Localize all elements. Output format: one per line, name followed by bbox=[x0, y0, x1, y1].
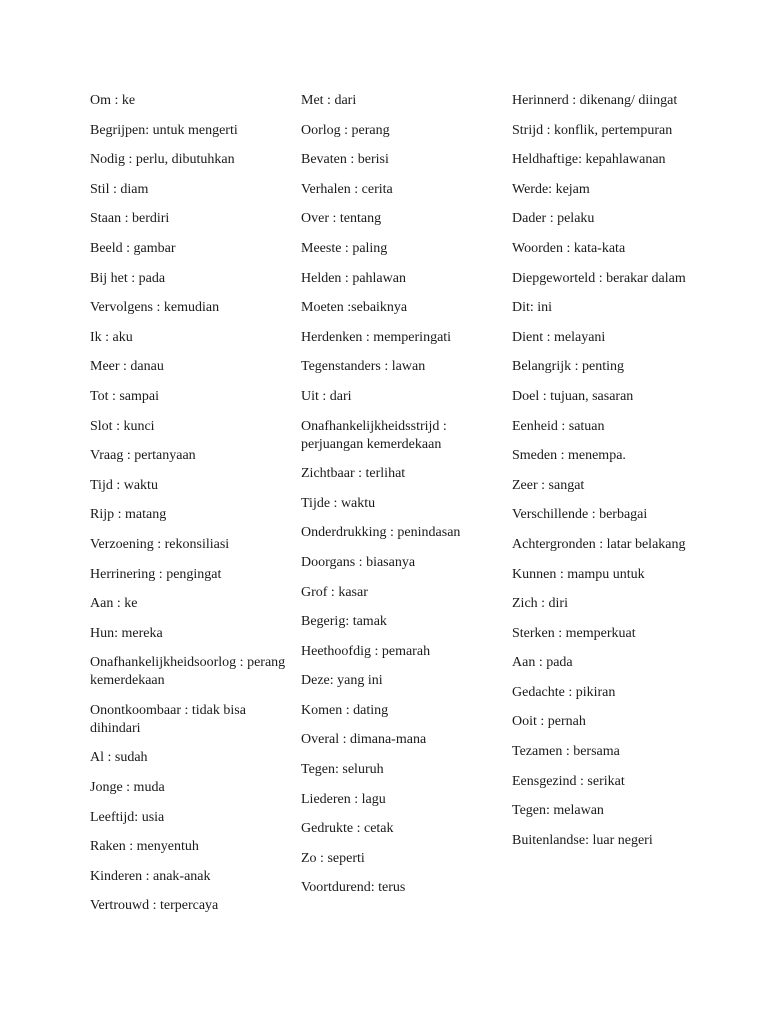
vocabulary-entry: Vervolgens : kemudian bbox=[90, 300, 220, 316]
vocabulary-entry: Verschillende : berbagai bbox=[512, 507, 648, 523]
vocabulary-entry: Achtergronden : latar belakang bbox=[512, 536, 686, 552]
vocabulary-entry: Beeld : gambar bbox=[90, 240, 176, 256]
vocabulary-entry: Gedrukte : cetak bbox=[301, 821, 394, 837]
vocabulary-entry: Deze: yang ini bbox=[301, 673, 383, 689]
vocabulary-entry: Buitenlandse: luar negeri bbox=[512, 832, 653, 848]
vocabulary-entry: Smeden : menempa. bbox=[512, 448, 626, 464]
vocabulary-entry: Kunnen : mampu untuk bbox=[512, 566, 645, 582]
vocabulary-entry: Zo : seperti bbox=[301, 850, 365, 866]
vocabulary-entry: Doel : tujuan, sasaran bbox=[512, 388, 634, 404]
vocabulary-column-3 bbox=[512, 92, 712, 861]
vocabulary-entry: Diepgeworteld : berakar dalam bbox=[512, 270, 686, 286]
vocabulary-entry: Meeste : paling bbox=[301, 240, 388, 256]
vocabulary-entry: Tegenstanders : lawan bbox=[301, 359, 426, 375]
vocabulary-entry: Raken : menyentuh bbox=[90, 839, 199, 855]
vocabulary-entry: Kinderen : anak-anak bbox=[90, 868, 211, 884]
vocabulary-entry: Zich : diri bbox=[512, 596, 568, 612]
vocabulary-entry: Herinnerd : dikenang/ diingat bbox=[512, 93, 678, 108]
vocabulary-column-1 bbox=[90, 92, 290, 927]
vocabulary-entry: Eensgezind : serikat bbox=[512, 773, 625, 789]
vocabulary-entry: Ik : aku bbox=[90, 329, 133, 345]
vocabulary-entry: Verhalen : cerita bbox=[301, 181, 393, 197]
vocabulary-entry: Tot : sampai bbox=[90, 388, 160, 404]
vocabulary-entry: Herrinering : pengingat bbox=[90, 566, 222, 582]
vocabulary-entry: Stil : diam bbox=[90, 181, 149, 197]
vocabulary-entry: Dit: ini bbox=[512, 300, 553, 316]
vocabulary-entry: Rijp : matang bbox=[90, 507, 167, 523]
vocabulary-entry: Leeftijd: usia bbox=[90, 809, 165, 825]
vocabulary-entry: Onafhankelijkheidsoorlog : perang kemerdekaan bbox=[90, 655, 286, 689]
vocabulary-entry: Begerig: tamak bbox=[301, 614, 387, 630]
vocabulary-entry: Woorden : kata-kata bbox=[512, 240, 626, 256]
vocabulary-entry: Uit : dari bbox=[301, 388, 352, 404]
vocabulary-entry: Gedachte : pikiran bbox=[512, 684, 616, 700]
vocabulary-entry: Jonge : muda bbox=[90, 780, 165, 796]
vocabulary-entry: Vertrouwd : terpercaya bbox=[90, 898, 219, 914]
vocabulary-entry: Zichtbaar : terlihat bbox=[301, 466, 406, 482]
vocabulary-entry: Hun: mereka bbox=[90, 625, 163, 641]
vocabulary-entry: Moeten :sebaiknya bbox=[301, 300, 408, 316]
vocabulary-entry: Sterken : memperkuat bbox=[512, 625, 636, 641]
vocabulary-entry: Overal : dimana-mana bbox=[301, 732, 427, 748]
vocabulary-entry: Zeer : sangat bbox=[512, 477, 585, 493]
vocabulary-entry: Liederen : lagu bbox=[301, 791, 386, 807]
vocabulary-entry: Onontkoombaar : tidak bisa dihindari bbox=[90, 702, 246, 736]
vocabulary-column-2 bbox=[301, 92, 501, 909]
vocabulary-entry: Tegen: seluruh bbox=[301, 762, 384, 778]
vocabulary-entry: Belangrijk : penting bbox=[512, 359, 624, 375]
vocabulary-entry: Herdenken : memperingati bbox=[301, 329, 452, 345]
vocabulary-entry: Slot : kunci bbox=[90, 418, 155, 434]
vocabulary-entry: Strijd : konflik, pertempuran bbox=[512, 122, 673, 138]
vocabulary-entry: Al : sudah bbox=[90, 750, 148, 766]
vocabulary-entry: Over : tentang bbox=[301, 211, 382, 227]
vocabulary-entry: Verzoening : rekonsiliasi bbox=[90, 536, 230, 552]
vocabulary-entry: Werde: kejam bbox=[512, 181, 590, 197]
vocabulary-entry: Komen : dating bbox=[301, 702, 389, 718]
vocabulary-entry: Met : dari bbox=[301, 93, 357, 108]
vocabulary-entry: Begrijpen: untuk mengerti bbox=[90, 122, 238, 138]
vocabulary-entry: Helden : pahlawan bbox=[301, 270, 406, 286]
vocabulary-entry: Heethoofdig : pemarah bbox=[301, 643, 431, 659]
vocabulary-entry: Staan : berdiri bbox=[90, 211, 170, 227]
vocabulary-entry: Eenheid : satuan bbox=[512, 418, 605, 434]
vocabulary-entry: Tezamen : bersama bbox=[512, 744, 620, 760]
vocabulary-entry: Heldhaftige: kepahlawanan bbox=[512, 152, 666, 168]
vocabulary-entry: Bij het : pada bbox=[90, 270, 166, 286]
vocabulary-entry: Aan : pada bbox=[512, 655, 573, 671]
vocabulary-entry: Ooit : pernah bbox=[512, 714, 586, 730]
vocabulary-entry: Onderdrukking : penindasan bbox=[301, 525, 461, 541]
vocabulary-entry: Tijd : waktu bbox=[90, 477, 158, 493]
vocabulary-entry: Grof : kasar bbox=[301, 584, 368, 600]
vocabulary-entry: Dient : melayani bbox=[512, 329, 606, 345]
vocabulary-entry: Oorlog : perang bbox=[301, 122, 390, 138]
vocabulary-entry: Onafhankelijkheidsstrijd : perjuangan kemerdekaan bbox=[301, 418, 447, 452]
vocabulary-entry: Om : ke bbox=[90, 93, 136, 108]
vocabulary-entry: Bevaten : berisi bbox=[301, 152, 389, 168]
vocabulary-entry: Nodig : perlu, dibutuhkan bbox=[90, 152, 235, 168]
vocabulary-entry: Tijde : waktu bbox=[301, 495, 376, 511]
vocabulary-entry: Aan : ke bbox=[90, 596, 138, 612]
vocabulary-entry: Doorgans : biasanya bbox=[301, 554, 416, 570]
vocabulary-entry: Vraag : pertanyaan bbox=[90, 448, 196, 464]
vocabulary-entry: Dader : pelaku bbox=[512, 211, 595, 227]
vocabulary-entry: Meer : danau bbox=[90, 359, 164, 375]
vocabulary-entry: Voortdurend: terus bbox=[301, 880, 406, 896]
vocabulary-entry: Tegen: melawan bbox=[512, 803, 604, 819]
